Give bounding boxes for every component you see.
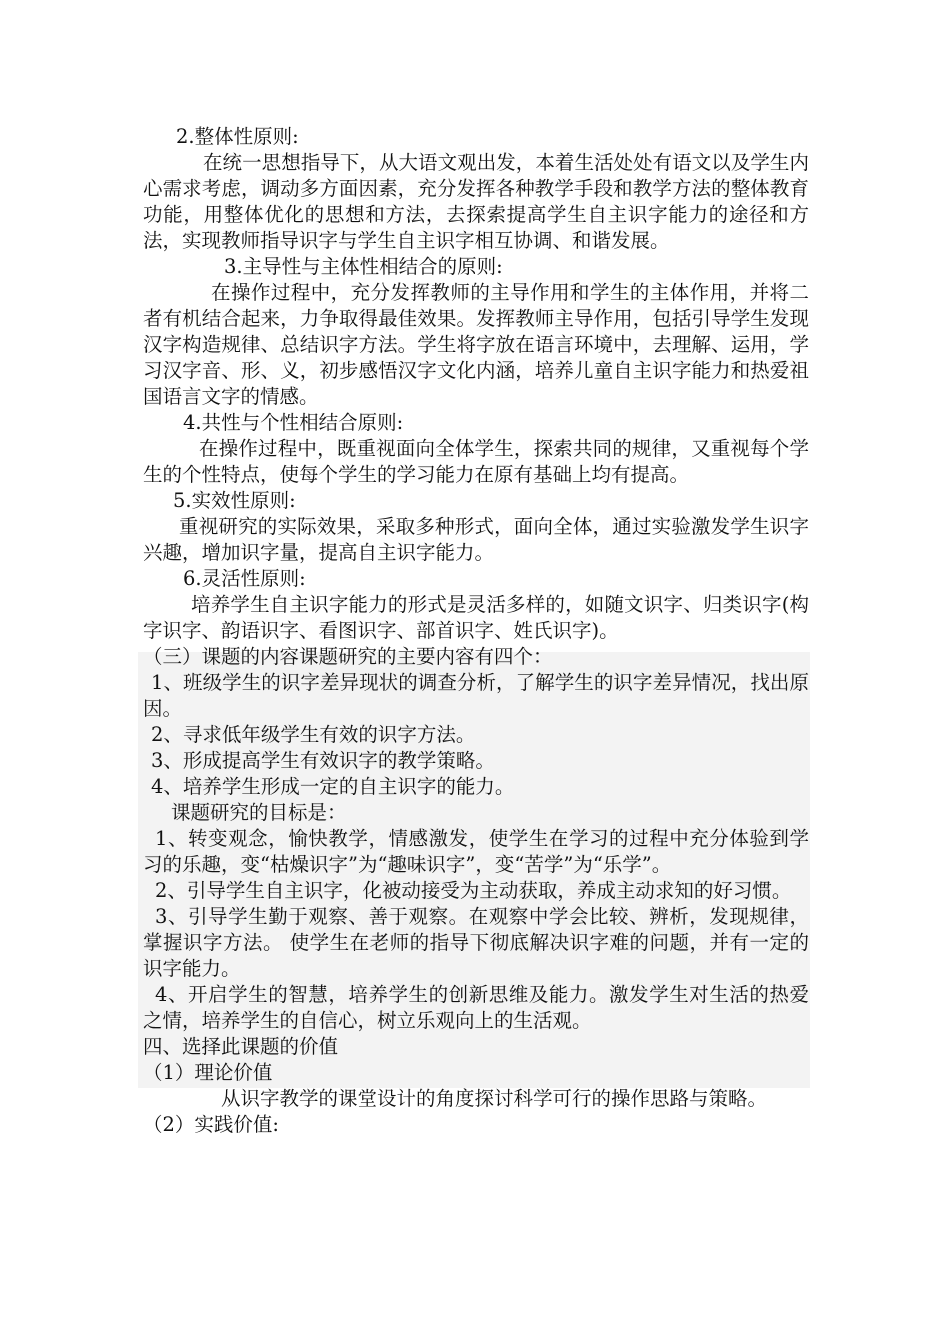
paragraph-principle-5: 重视研究的实际效果，采取多种形式，面向全体，通过实验激发学生识字兴趣，增加识字量，提高自主识字能力。 bbox=[143, 515, 809, 564]
section-4-title: 四、选择此课题的价值 bbox=[143, 1035, 339, 1058]
section-3-title: （三）课题的内容课题研究的主要内容有四个： bbox=[143, 645, 553, 668]
heading-principle-6: 6.灵活性原则: bbox=[183, 567, 306, 590]
content-item-2: 2、寻求低年级学生有效的识字方法。 bbox=[151, 723, 476, 746]
heading-principle-4: 4.共性与个性相结合原则: bbox=[183, 411, 404, 434]
goal-item-4: 4、开启学生的智慧，培养学生的创新思维及能力。激发学生对生活的热爱之情，培养学生的自信心，树立乐观向上的生活观。 bbox=[143, 983, 809, 1032]
goals-title: 课题研究的目标是： bbox=[171, 801, 347, 824]
goal-item-2: 2、引导学生自主识字，化被动接受为主动获取，养成主动求知的好习惯。 bbox=[155, 879, 792, 902]
heading-principle-3: 3.主导性与主体性相结合的原则: bbox=[224, 255, 503, 278]
paragraph-principle-6: 培养学生自主识字能力的形式是灵活多样的，如随文识字、归类识字(构字识字、韵语识字、看图识字、部首识字、姓氏识字)。 bbox=[143, 593, 809, 642]
theory-value-text: 从识字教学的课堂设计的角度探讨科学可行的操作思路与策略。 bbox=[221, 1087, 768, 1110]
goal-item-1: 1、转变观念，愉快教学，情感激发，使学生在学习的过程中充分体验到学习的乐趣，变“枯燥识字”为“趣味识字”，变“苦学”为“乐学”。 bbox=[143, 827, 809, 876]
content-item-3: 3、形成提高学生有效识字的教学策略。 bbox=[151, 749, 495, 772]
heading-principle-5: 5.实效性原则: bbox=[173, 489, 296, 512]
heading-principle-2: 2.整体性原则: bbox=[176, 125, 299, 148]
document-body bbox=[143, 124, 809, 1138]
content-item-1: 1、班级学生的识字差异现状的调查分析，了解学生的识字差异情况，找出原因。 bbox=[143, 671, 809, 720]
practice-value-title: （2）实践价值: bbox=[143, 1113, 279, 1136]
content-item-4: 4、培养学生形成一定的自主识字的能力。 bbox=[151, 775, 515, 798]
paragraph-principle-4: 在操作过程中，既重视面向全体学生，探索共同的规律，又重视每个学生的个性特点，使每个学生的学习能力在原有基础上均有提高。 bbox=[143, 437, 809, 486]
theory-value-title: （1）理论价值 bbox=[143, 1061, 273, 1084]
paragraph-principle-3: 在操作过程中，充分发挥教师的主导作用和学生的主体作用，并将二者有机结合起来，力争取得最佳效果。发挥教师主导作用，包括引导学生发现汉字构造规律、总结识字方法。学生将字放在语言环境中，去理解、运用，学习汉字音、形、义，初步感悟汉字文化内涵，培养儿童自主识字能力和热爱祖国语言文字的情感。 bbox=[143, 281, 809, 408]
goal-item-3: 3、引导学生勤于观察、善于观察。在观察中学会比较、辨析，发现规律，掌握识字方法。 使学生在老师的指导下彻底解决识字难的问题，并有一定的识字能力。 bbox=[143, 905, 809, 980]
paragraph-principle-2: 在统一思想指导下，从大语文观出发，本着生活处处有语文以及学生内心需求考虑，调动多方面因素，充分发挥各种教学手段和教学方法的整体教育功能，用整体优化的思想和方法，去探索提高学生自主识字能力的途径和方法，实现教师指导识字与学生自主识字相互协调、和谐发展。 bbox=[143, 151, 809, 252]
